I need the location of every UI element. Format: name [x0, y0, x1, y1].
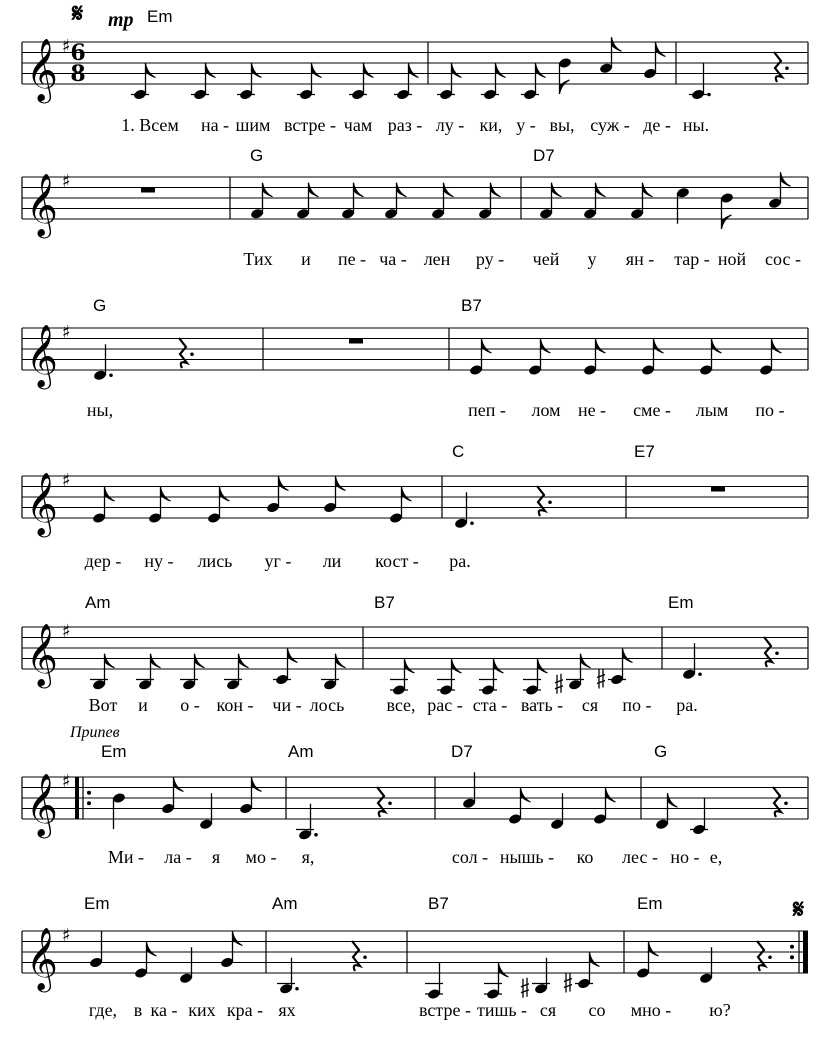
quarter-rest	[537, 486, 545, 516]
eighth-flag	[521, 788, 531, 802]
eighth-flag	[195, 654, 205, 668]
chord-label: E7	[634, 442, 655, 461]
system-3	[87, 296, 785, 420]
lyric-row	[121, 115, 709, 135]
eighth-flag	[536, 64, 546, 78]
lyric-syllable: кост -	[375, 551, 419, 571]
eighth-flag	[354, 183, 364, 197]
eighth-flag	[560, 80, 570, 94]
eighth-flag	[239, 654, 249, 668]
eighth-flag	[668, 793, 678, 807]
chord-label: C	[452, 442, 465, 461]
lyric-syllable: ка -	[150, 1000, 178, 1020]
lyric-syllable: е,	[709, 847, 723, 867]
eighth-flag	[596, 183, 606, 197]
lyric-syllable: нышь -	[499, 847, 555, 867]
rest-dot	[548, 500, 552, 504]
lyric-syllable: ких	[188, 1000, 216, 1020]
lyric-syllable: лым	[695, 400, 729, 420]
lyric-syllable: ю?	[709, 1000, 731, 1020]
chord-row	[101, 742, 667, 761]
lyric-syllable: ста -	[472, 695, 508, 715]
eighth-flag	[623, 649, 633, 663]
eighth-flag	[288, 649, 298, 663]
key-signature-sharp: ♯	[62, 470, 71, 491]
staff-1	[22, 36, 808, 104]
eighth-flag	[336, 654, 346, 668]
dynamic-marking: mp	[108, 9, 134, 31]
time-signature-denominator: 8	[70, 61, 86, 87]
system-2	[243, 146, 801, 269]
lyric-syllable: вать -	[520, 695, 564, 715]
lyric-syllable: и	[301, 249, 311, 269]
eighth-flag	[452, 659, 462, 673]
eighth-flag	[252, 64, 262, 78]
chord-label: Am	[85, 593, 111, 612]
lyric-syllable: ся	[581, 695, 599, 715]
quarter-rest	[774, 52, 782, 82]
key-signature-sharp: ♯	[62, 322, 71, 343]
chord-row	[85, 593, 694, 612]
chord-label: D7	[451, 742, 473, 761]
sharp-sign	[597, 669, 605, 689]
treble-clef: 𝄞	[26, 472, 58, 535]
eighth-flag	[206, 64, 216, 78]
lyric-syllable: раз -	[387, 115, 423, 135]
eighth-flag	[252, 778, 262, 792]
chord-label: G	[250, 146, 264, 165]
chord-label: Am	[272, 894, 298, 913]
augmentation-dot	[707, 93, 711, 97]
chord-row	[147, 7, 173, 26]
whole-rest	[141, 188, 155, 193]
rest-dot	[388, 801, 392, 805]
lyric-syllable: сме -	[633, 400, 671, 420]
chord-label: Am	[288, 742, 314, 761]
chord-row	[84, 894, 663, 913]
lyric-syllable: суж -	[590, 115, 630, 135]
eighth-flag	[712, 339, 722, 353]
eighth-flag	[496, 64, 506, 78]
system-1	[121, 7, 709, 135]
eighth-flag	[541, 339, 551, 353]
eighth-flag	[781, 172, 791, 186]
lyric-syllable: вы,	[549, 115, 575, 135]
chord-label: G	[93, 296, 107, 315]
chord-label: B7	[461, 296, 482, 315]
eighth-flag	[105, 654, 115, 668]
lyric-syllable: лес -	[622, 847, 658, 867]
eighth-flag	[444, 183, 454, 197]
eighth-flag	[174, 778, 184, 792]
chord-label: B7	[374, 593, 395, 612]
lyric-syllable: но -	[670, 847, 700, 867]
lyric-syllable: у -	[516, 115, 536, 135]
eighth-flag	[491, 183, 501, 197]
eighth-flag	[643, 183, 653, 197]
lyric-syllable: пе -	[337, 249, 367, 269]
eighth-flag	[612, 37, 622, 51]
eighth-flag	[397, 183, 407, 197]
lyric-syllable: ны.	[682, 115, 710, 135]
lyric-syllable: ча -	[379, 249, 407, 269]
lyric-syllable: ра.	[449, 551, 471, 571]
eighth-flag	[405, 659, 415, 673]
rest-dot	[784, 801, 788, 805]
staff-6	[22, 771, 808, 841]
chord-label: D7	[533, 146, 555, 165]
eighth-flag	[552, 183, 562, 197]
eighth-flag	[606, 788, 616, 802]
eighth-flag	[263, 183, 273, 197]
treble-clef: 𝄞	[26, 927, 58, 990]
eighth-flag	[656, 43, 666, 57]
eighth-flag	[402, 487, 412, 501]
staff-3	[22, 322, 808, 390]
augmentation-dot	[698, 672, 702, 676]
lyric-syllable: в	[133, 1000, 143, 1020]
eighth-flag	[409, 64, 419, 78]
lyric-syllable: рас -	[427, 695, 463, 715]
eighth-flag	[581, 654, 591, 668]
time-signature-numerator: 6	[70, 40, 86, 66]
lyric-syllable: Ми -	[107, 847, 145, 867]
key-signature-sharp: ♯	[62, 621, 71, 642]
lyric-syllable: лось	[309, 695, 345, 715]
eighth-flag	[146, 64, 156, 78]
lyric-syllable: сос -	[765, 249, 801, 269]
lyric-syllable: дер -	[84, 551, 122, 571]
repeat-end-thick-bar	[803, 931, 808, 973]
whole-rest	[711, 487, 725, 492]
eighth-flag	[494, 659, 504, 673]
rest-dot	[190, 352, 194, 356]
segno-sign: 𝄋	[72, 0, 84, 29]
eighth-flag	[596, 339, 606, 353]
lyric-syllable: тар -	[674, 249, 710, 269]
eighth-flag	[654, 339, 664, 353]
lyric-syllable: не -	[577, 400, 607, 420]
lyric-syllable: ли	[322, 551, 342, 571]
lyric-syllable: 1. Всем	[121, 115, 179, 135]
lyric-syllable: я	[211, 847, 221, 867]
chorus-label: Припев	[70, 724, 120, 741]
lyric-syllable: мно -	[630, 1000, 672, 1020]
treble-clef: 𝄞	[26, 773, 58, 836]
staff-7	[22, 925, 808, 1000]
repeat-dot	[790, 955, 794, 959]
eighth-flag	[590, 953, 600, 967]
lyric-syllable: ях	[278, 1000, 296, 1020]
lyric-syllable: все,	[386, 695, 416, 715]
lyric-syllable: лен	[423, 249, 451, 269]
lyric-syllable: ны,	[86, 400, 114, 420]
lyric-syllable: где,	[88, 1000, 118, 1020]
rest-dot	[363, 955, 367, 959]
chord-label: Em	[637, 894, 663, 913]
repeat-dot	[87, 801, 91, 805]
sharp-sign	[555, 674, 563, 694]
quarter-rest	[377, 787, 385, 817]
lyric-syllable: ну -	[144, 551, 174, 571]
lyric-syllable: сол -	[451, 847, 489, 867]
system-5	[85, 593, 698, 715]
lyric-syllable: Тих	[243, 249, 273, 269]
quarter-rest	[179, 338, 187, 368]
quarter-rest	[757, 941, 765, 971]
whole-rest	[349, 339, 363, 344]
rest-dot	[768, 955, 772, 959]
lyric-syllable: ра.	[676, 695, 698, 715]
lyric-syllable: ной	[717, 249, 747, 269]
sharp-sign	[521, 978, 529, 998]
eighth-flag	[538, 659, 548, 673]
lyric-syllable: мо -	[245, 847, 277, 867]
key-signature-sharp: ♯	[62, 36, 71, 57]
lyric-row	[85, 551, 471, 571]
lyric-row	[89, 695, 698, 715]
eighth-flag	[312, 64, 322, 78]
augmentation-dot	[470, 521, 474, 525]
lyric-syllable: ла -	[164, 847, 192, 867]
eighth-flag	[233, 932, 243, 946]
eighth-flag	[151, 654, 161, 668]
lyric-syllable: кон -	[216, 695, 254, 715]
lyric-syllable: встре -	[284, 115, 336, 135]
lyric-syllable: я,	[301, 847, 315, 867]
chord-row	[452, 442, 655, 461]
lyric-syllable: и	[138, 695, 148, 715]
repeat-dot	[87, 791, 91, 795]
lyric-syllable: уг -	[264, 551, 292, 571]
eighth-flag	[147, 942, 157, 956]
key-signature-sharp: ♯	[62, 771, 71, 792]
repeat-dot	[790, 945, 794, 949]
lyric-syllable: шим	[235, 115, 271, 135]
rest-dot	[775, 651, 779, 655]
lyric-syllable: Вот	[88, 695, 118, 715]
eighth-flag	[105, 487, 115, 501]
treble-clef: 𝄞	[26, 38, 58, 101]
key-signature-sharp: ♯	[62, 925, 71, 946]
lyric-syllable: по -	[755, 400, 785, 420]
augmentation-dot	[314, 833, 318, 837]
eighth-flag	[649, 942, 659, 956]
lyric-syllable: ко	[576, 847, 594, 867]
lyric-syllable: ян -	[625, 249, 655, 269]
treble-clef: 𝄞	[26, 173, 58, 236]
lyric-syllable: лу -	[435, 115, 465, 135]
eighth-flag	[499, 963, 509, 977]
system-4	[85, 442, 655, 571]
quarter-rest	[773, 787, 781, 817]
eighth-flag	[772, 339, 782, 353]
key-signature-sharp: ♯	[62, 171, 71, 192]
lyric-row	[87, 400, 785, 420]
lyric-syllable: лом	[531, 400, 561, 420]
lyric-syllable: чей	[532, 249, 560, 269]
lyric-syllable: чи -	[272, 695, 302, 715]
treble-clef: 𝄞	[26, 324, 58, 387]
eighth-flag	[364, 64, 374, 78]
staff-4	[22, 470, 808, 538]
eighth-flag	[452, 64, 462, 78]
lyric-syllable: де -	[643, 115, 671, 135]
repeat-start-thick-bar	[75, 777, 79, 819]
lyric-row	[108, 847, 722, 867]
lyric-syllable: тишь -	[476, 1000, 528, 1020]
eighth-flag	[279, 477, 289, 491]
augmentation-dot	[295, 987, 299, 991]
lyric-row	[243, 249, 801, 269]
eighth-flag	[482, 339, 492, 353]
rest-dot	[785, 66, 789, 70]
augmentation-dot	[109, 373, 113, 377]
lyric-syllable: по -	[622, 695, 652, 715]
eighth-flag	[722, 215, 732, 229]
chord-row	[250, 146, 555, 165]
chord-label: B7	[428, 894, 449, 913]
staff-5	[22, 621, 808, 696]
chord-row	[93, 296, 482, 315]
chord-label: Em	[668, 593, 694, 612]
lyric-syllable: у	[587, 249, 597, 269]
quarter-rest	[352, 941, 360, 971]
chord-label: Em	[84, 894, 110, 913]
lyric-syllable: ру -	[475, 249, 505, 269]
lyric-syllable: ся	[539, 1000, 557, 1020]
quarter-rest	[764, 637, 772, 667]
lyric-syllable: встре -	[419, 1000, 471, 1020]
chord-label: G	[654, 742, 668, 761]
lyric-syllable: ки,	[479, 115, 503, 135]
chord-label: Em	[147, 7, 173, 26]
sharp-sign	[564, 973, 572, 993]
staff-2	[22, 171, 808, 239]
lyric-syllable: со	[588, 1000, 606, 1020]
lyric-syllable: чам	[343, 115, 373, 135]
eighth-flag	[220, 487, 230, 501]
lyric-syllable: на -	[200, 115, 230, 135]
system-6	[101, 742, 722, 867]
lyric-syllable: о -	[180, 695, 200, 715]
lyric-syllable: пеп -	[468, 400, 506, 420]
segno-sign-end: 𝄋	[793, 895, 805, 925]
eighth-flag	[336, 477, 346, 491]
lyric-row	[89, 1000, 731, 1020]
eighth-flag	[161, 487, 171, 501]
treble-clef: 𝄞	[26, 623, 58, 686]
lyric-syllable: лись	[197, 551, 233, 571]
lyric-syllable: кра -	[226, 1000, 264, 1020]
chord-label: Em	[101, 742, 127, 761]
eighth-flag	[309, 183, 319, 197]
